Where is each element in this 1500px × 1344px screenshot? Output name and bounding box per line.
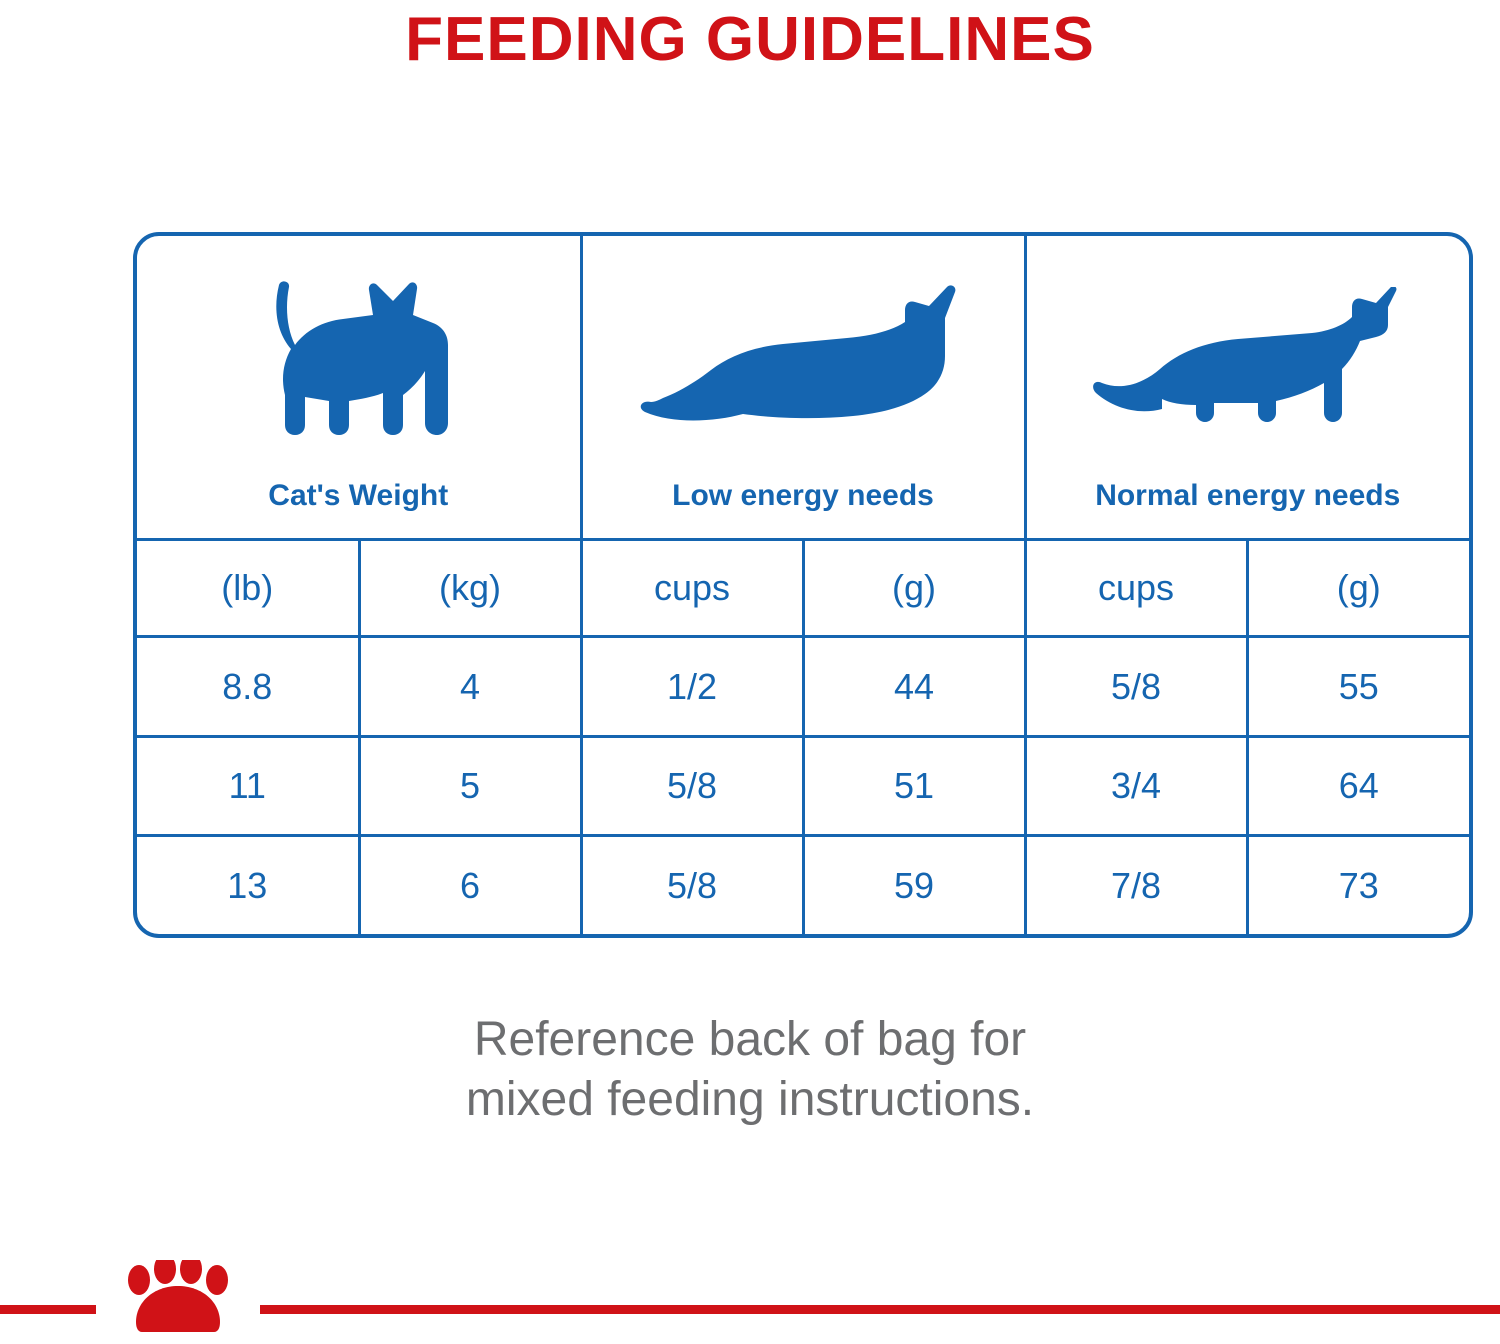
cell-weight-lb: 13 bbox=[137, 836, 359, 934]
header-label-normal-energy: Normal energy needs bbox=[1095, 478, 1401, 512]
feeding-guidelines-table bbox=[133, 232, 1473, 938]
unit-cell-low-g: (g) bbox=[803, 539, 1025, 637]
header-label-cat-weight: Cat's Weight bbox=[268, 478, 449, 512]
cell-normal-g: 73 bbox=[1247, 836, 1469, 934]
cell-low-g: 59 bbox=[803, 836, 1025, 934]
table-unit-row bbox=[137, 539, 1469, 637]
cell-low-cups: 1/2 bbox=[581, 637, 803, 737]
header-cell-cat-weight bbox=[137, 236, 581, 539]
cell-low-g: 44 bbox=[803, 637, 1025, 737]
table-header-row bbox=[137, 236, 1469, 539]
cell-weight-kg: 6 bbox=[359, 836, 581, 934]
cell-low-cups: 5/8 bbox=[581, 836, 803, 934]
cell-low-cups: 5/8 bbox=[581, 736, 803, 836]
table-row bbox=[137, 836, 1469, 934]
footer-note-line2: mixed feeding instructions. bbox=[465, 1073, 1035, 1126]
cell-normal-cups: 7/8 bbox=[1025, 836, 1247, 934]
cell-weight-lb: 11 bbox=[137, 736, 359, 836]
header-cell-low-energy bbox=[581, 236, 1025, 539]
page-title: FEEDING GUIDELINES bbox=[405, 5, 1095, 74]
royal-canin-paw-logo bbox=[118, 1260, 238, 1334]
cell-normal-g: 64 bbox=[1247, 736, 1469, 836]
cell-weight-kg: 4 bbox=[359, 637, 581, 737]
cell-normal-cups: 3/4 bbox=[1025, 736, 1247, 836]
cat-walking-icon bbox=[1027, 236, 1470, 479]
table-row bbox=[137, 736, 1469, 836]
unit-cell-normal-g: (g) bbox=[1247, 539, 1469, 637]
unit-cell-kg: (kg) bbox=[359, 539, 581, 637]
table-row bbox=[137, 637, 1469, 737]
footer-note-line1: Reference back of bag for bbox=[473, 1013, 1027, 1066]
cell-normal-g: 55 bbox=[1247, 637, 1469, 737]
unit-cell-low-cups: cups bbox=[581, 539, 803, 637]
header-cell-normal-energy bbox=[1025, 236, 1469, 539]
cat-lying-icon bbox=[583, 236, 1024, 479]
cell-weight-kg: 5 bbox=[359, 736, 581, 836]
cell-normal-cups: 5/8 bbox=[1025, 637, 1247, 737]
unit-cell-lb: (lb) bbox=[137, 539, 359, 637]
cell-weight-lb: 8.8 bbox=[137, 637, 359, 737]
unit-cell-normal-cups: cups bbox=[1025, 539, 1247, 637]
cell-low-g: 51 bbox=[803, 736, 1025, 836]
cat-standing-icon bbox=[137, 236, 580, 479]
footer-note bbox=[0, 1010, 1500, 1130]
header-label-low-energy: Low energy needs bbox=[672, 478, 934, 512]
